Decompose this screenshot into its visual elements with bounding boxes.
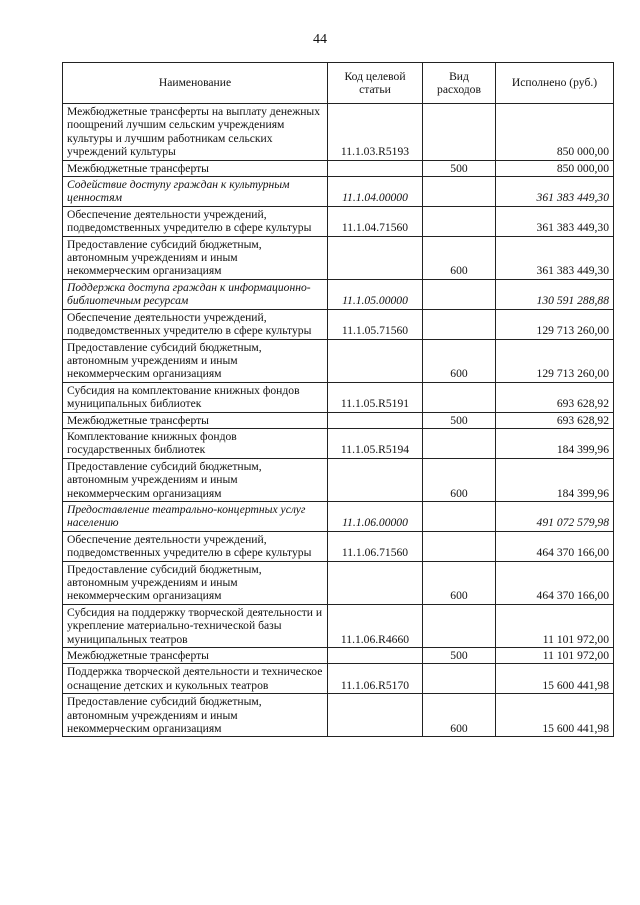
cell-type: 600: [423, 236, 496, 279]
table-row: [63, 694, 614, 737]
page-number: 44: [313, 32, 327, 47]
cell-type: 600: [423, 561, 496, 604]
header-code: Код целевой статьи: [328, 63, 423, 104]
cell-type: 600: [423, 458, 496, 501]
table-header-row: [63, 63, 614, 104]
cell-type: [423, 279, 496, 309]
cell-name: Предоставление театрально-концертных услуг населению: [63, 501, 328, 531]
header-amount: Исполнено (руб.): [496, 63, 614, 104]
table-row: [63, 279, 614, 309]
table-row: [63, 339, 614, 382]
cell-type: [423, 309, 496, 339]
cell-type: [423, 428, 496, 458]
table-row: [63, 531, 614, 561]
cell-amount: 693 628,92: [496, 412, 614, 428]
cell-type: [423, 206, 496, 236]
cell-amount: 129 713 260,00: [496, 309, 614, 339]
cell-code: 11.1.06.R4660: [328, 604, 423, 647]
cell-type: 600: [423, 694, 496, 737]
cell-amount: 464 370 166,00: [496, 561, 614, 604]
cell-name: Обеспечение деятельности учреждений, подведомственных учредителю в сфере культуры: [63, 531, 328, 561]
cell-code: [328, 694, 423, 737]
header-name: Наименование: [63, 63, 328, 104]
cell-code: [328, 412, 423, 428]
cell-name: Комплектование книжных фондов государственных библиотек: [63, 428, 328, 458]
table-row: [63, 664, 614, 694]
cell-code: 11.1.05.71560: [328, 309, 423, 339]
cell-name: Предоставление субсидий бюджетным, автономным учреждениям и иным некоммерческим организациям: [63, 561, 328, 604]
cell-amount: 361 383 449,30: [496, 236, 614, 279]
cell-name: Межбюджетные трансферты: [63, 160, 328, 176]
cell-name: Межбюджетные трансферты: [63, 648, 328, 664]
table-row: [63, 104, 614, 161]
cell-code: [328, 561, 423, 604]
cell-code: 11.1.06.R5170: [328, 664, 423, 694]
cell-code: [328, 648, 423, 664]
cell-code: 11.1.06.71560: [328, 531, 423, 561]
cell-code: [328, 339, 423, 382]
cell-amount: 129 713 260,00: [496, 339, 614, 382]
cell-amount: 464 370 166,00: [496, 531, 614, 561]
table-row: [63, 604, 614, 647]
cell-amount: 361 383 449,30: [496, 177, 614, 207]
table-row: [63, 428, 614, 458]
cell-amount: 184 399,96: [496, 428, 614, 458]
cell-amount: 693 628,92: [496, 382, 614, 412]
cell-code: 11.1.06.00000: [328, 501, 423, 531]
table-row: [63, 561, 614, 604]
cell-amount: 850 000,00: [496, 160, 614, 176]
table-row: [63, 236, 614, 279]
cell-type: 600: [423, 339, 496, 382]
table-row: [63, 501, 614, 531]
cell-name: Поддержка доступа граждан к информационно-библиотечным ресурсам: [63, 279, 328, 309]
cell-code: 11.1.04.00000: [328, 177, 423, 207]
cell-code: 11.1.05.R5194: [328, 428, 423, 458]
cell-type: [423, 501, 496, 531]
cell-name: Обеспечение деятельности учреждений, подведомственных учредителю в сфере культуры: [63, 206, 328, 236]
cell-name: Содействие доступу граждан к культурным ценностям: [63, 177, 328, 207]
cell-code: 11.1.05.00000: [328, 279, 423, 309]
cell-type: [423, 664, 496, 694]
cell-amount: 11 101 972,00: [496, 648, 614, 664]
cell-amount: 491 072 579,98: [496, 501, 614, 531]
cell-name: Субсидия на поддержку творческой деятельности и укрепление материально-технической базы муниципальных театров: [63, 604, 328, 647]
cell-amount: 130 591 288,88: [496, 279, 614, 309]
cell-type: 500: [423, 648, 496, 664]
cell-name: Межбюджетные трансферты на выплату денежных поощрений лучшим сельским учреждениям культуры и лучшим работникам сельских учреждений культуры: [63, 104, 328, 161]
cell-name: Предоставление субсидий бюджетным, автономным учреждениям и иным некоммерческим организациям: [63, 339, 328, 382]
cell-type: [423, 177, 496, 207]
cell-amount: 15 600 441,98: [496, 694, 614, 737]
cell-type: 500: [423, 160, 496, 176]
table-row: [63, 412, 614, 428]
cell-name: Предоставление субсидий бюджетным, автономным учреждениям и иным некоммерческим организациям: [63, 236, 328, 279]
header-type: Вид расходов: [423, 63, 496, 104]
cell-name: Поддержка творческой деятельности и техническое оснащение детских и кукольных театров: [63, 664, 328, 694]
table-row: [63, 206, 614, 236]
table-row: [63, 458, 614, 501]
cell-type: [423, 104, 496, 161]
table-row: [63, 309, 614, 339]
cell-code: [328, 458, 423, 501]
cell-name: Предоставление субсидий бюджетным, автономным учреждениям и иным некоммерческим организациям: [63, 458, 328, 501]
cell-type: 500: [423, 412, 496, 428]
cell-name: Обеспечение деятельности учреждений, подведомственных учредителю в сфере культуры: [63, 309, 328, 339]
cell-amount: 184 399,96: [496, 458, 614, 501]
cell-type: [423, 382, 496, 412]
table-row: [63, 177, 614, 207]
table-row: [63, 382, 614, 412]
cell-type: [423, 604, 496, 647]
budget-execution-table: [62, 62, 614, 737]
cell-code: 11.1.04.71560: [328, 206, 423, 236]
cell-code: [328, 160, 423, 176]
cell-amount: 850 000,00: [496, 104, 614, 161]
cell-name: Межбюджетные трансферты: [63, 412, 328, 428]
table-body: [63, 104, 614, 737]
cell-amount: 11 101 972,00: [496, 604, 614, 647]
cell-name: Субсидия на комплектование книжных фондов муниципальных библиотек: [63, 382, 328, 412]
cell-amount: 361 383 449,30: [496, 206, 614, 236]
cell-code: 11.1.03.R5193: [328, 104, 423, 161]
cell-code: 11.1.05.R5191: [328, 382, 423, 412]
cell-code: [328, 236, 423, 279]
cell-type: [423, 531, 496, 561]
cell-amount: 15 600 441,98: [496, 664, 614, 694]
table-row: [63, 160, 614, 176]
cell-name: Предоставление субсидий бюджетным, автономным учреждениям и иным некоммерческим организациям: [63, 694, 328, 737]
table-row: [63, 648, 614, 664]
